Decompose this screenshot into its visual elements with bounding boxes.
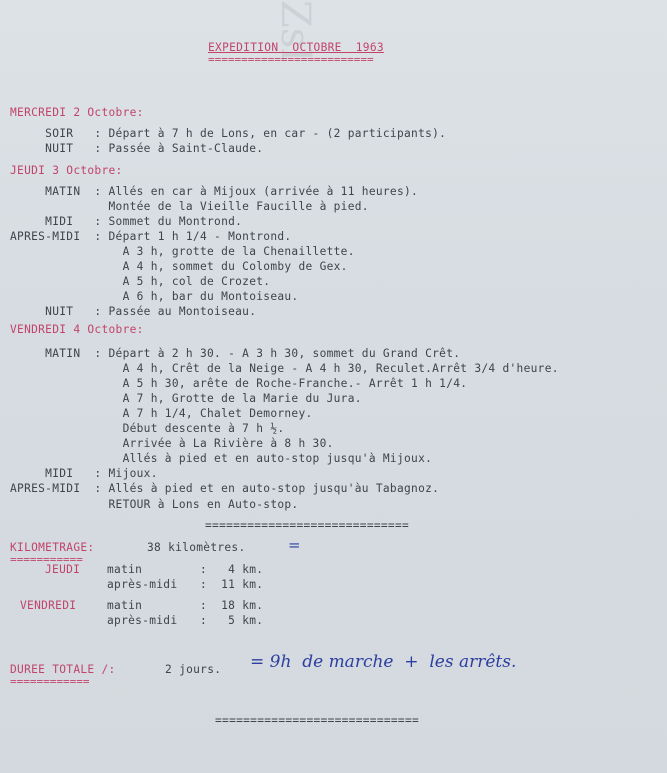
schedule-row (10, 244, 355, 259)
km-period: après-midi (107, 614, 178, 627)
day-heading-jeudi: JEUDI 3 Octobre: (10, 164, 123, 177)
km-value: : 4 km. (200, 563, 264, 576)
row-text: A 7 h 1/4, Chalet Demorney. (101, 407, 313, 420)
row-text: Début descente à 7 h ½. (101, 422, 285, 435)
schedule-row (10, 289, 298, 304)
row-label (10, 452, 101, 465)
bottom-separator: ============================= (215, 714, 420, 727)
duree-underline: ============ (10, 675, 90, 688)
schedule-row (10, 304, 256, 319)
schedule-row (10, 497, 298, 512)
row-text: Sommet du Montrond. (101, 215, 243, 228)
schedule-row (10, 481, 439, 496)
row-label: MATIN : (10, 347, 102, 360)
row-label (10, 290, 101, 303)
duree-value: 2 jours. (165, 663, 222, 676)
row-label (10, 362, 101, 375)
row-label: MATIN : (10, 185, 102, 198)
row-label (10, 392, 101, 405)
kilometrage-total: 38 kilomètres. (147, 541, 246, 554)
row-text: A 5 h 30, arête de Roche-Franche.- Arrêt 1 h 1/4. (101, 377, 468, 390)
schedule-row (10, 361, 559, 376)
row-label (10, 498, 101, 511)
row-text: Arrivée à La Rivière à 8 h 30. (101, 437, 334, 450)
km-period: matin (107, 599, 178, 612)
schedule-row (10, 259, 348, 274)
schedule-row (10, 346, 460, 361)
duree-label: DUREE TOTALE /: (10, 663, 116, 676)
page-title: EXPEDITION OCTOBRE 1963 (208, 41, 384, 54)
schedule-row (10, 376, 467, 391)
row-label: SOIR : (10, 127, 102, 140)
schedule-row (10, 141, 263, 156)
row-label: NUIT : (10, 305, 102, 318)
km-period: matin (107, 563, 178, 576)
km-period: après-midi (107, 578, 178, 591)
watermark-bleedthrough: Zsl (272, 0, 318, 62)
row-text: A 6 h, bar du Montoiseau. (101, 290, 299, 303)
schedule-row (10, 451, 432, 466)
row-text: Montée de la Vieille Faucille à pied. (101, 200, 369, 213)
km-value: : 5 km. (200, 614, 264, 627)
schedule-row (10, 436, 334, 451)
km-value: : 18 km. (200, 599, 264, 612)
km-day-vendredi: VENDREDI (20, 599, 77, 612)
row-text: A 4 h, sommet du Colomby de Gex. (101, 260, 348, 273)
schedule-row (10, 126, 446, 141)
schedule-row (10, 214, 242, 229)
day-heading-vendredi: VENDREDI 4 Octobre: (10, 323, 144, 336)
row-label: APRES-MIDI : (10, 482, 102, 495)
row-label (10, 245, 101, 258)
row-text: A 4 h, Crêt de la Neige - A 4 h 30, Reculet.Arrêt 3/4 d'heure. (101, 362, 559, 375)
row-text: Passée au Montoiseau. (101, 305, 257, 318)
row-label: MIDI : (10, 215, 102, 228)
row-label: APRES-MIDI : (10, 230, 102, 243)
handwritten-equals: = (288, 536, 301, 554)
row-label (10, 377, 101, 390)
row-label: MIDI : (10, 467, 102, 480)
handwritten-duree-note: = 9h de marche + les arrêts. (250, 652, 517, 672)
row-label (10, 200, 101, 213)
row-label: NUIT : (10, 142, 102, 155)
schedule-row (10, 466, 158, 481)
title-double-underline: ========================= (208, 53, 374, 66)
row-label (10, 260, 101, 273)
row-label (10, 407, 101, 420)
schedule-row (10, 184, 418, 199)
row-text: A 3 h, grotte de la Chenaillette. (101, 245, 355, 258)
row-text: Allés à pied et en auto-stop jusqu'àu Tabagnoz. (101, 482, 440, 495)
row-label (10, 437, 101, 450)
schedule-row (10, 406, 313, 421)
schedule-row (10, 421, 284, 436)
row-text: Allés à pied et en auto-stop jusqu'à Mijoux. (101, 452, 433, 465)
km-value: : 11 km. (200, 578, 264, 591)
row-label (10, 275, 101, 288)
schedule-row (10, 199, 369, 214)
day-heading-mercredi: MERCREDI 2 Octobre: (10, 106, 144, 119)
row-text: Allés en car à Mijoux (arrivée à 11 heures). (101, 185, 419, 198)
schedule-row (10, 274, 270, 289)
row-text: Passée à Saint-Claude. (101, 142, 264, 155)
row-text: Départ à 2 h 30. - A 3 h 30, sommet du Grand Crêt. (101, 347, 461, 360)
kilometrage-label: KILOMETRAGE: (10, 541, 95, 554)
km-day-jeudi: JEUDI (45, 563, 81, 576)
kilometrage-underline: =========== (10, 553, 83, 566)
schedule-row (10, 391, 362, 406)
row-text: Départ à 7 h de Lons, en car - (2 participants). (101, 127, 447, 140)
row-text: Mijoux. (101, 467, 158, 480)
schedule-row (10, 229, 291, 244)
row-label (10, 422, 101, 435)
row-text: A 7 h, Grotte de la Marie du Jura. (101, 392, 362, 405)
row-text: Départ 1 h 1/4 - Montrond. (101, 230, 292, 243)
row-text: RETOUR à Lons en Auto-stop. (101, 498, 299, 511)
separator-line: ============================= (205, 519, 410, 532)
row-text: A 5 h, col de Crozet. (101, 275, 271, 288)
